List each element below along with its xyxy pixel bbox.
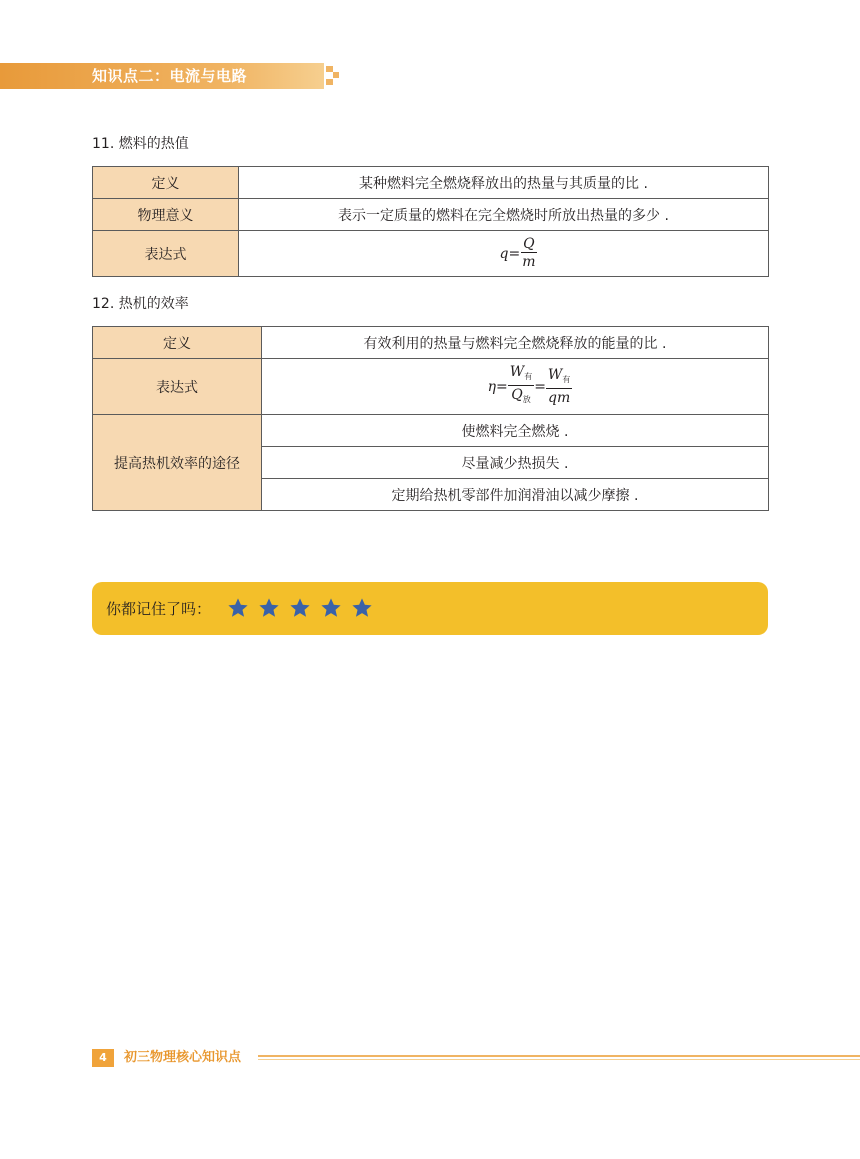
formula-fraction-1 xyxy=(508,364,534,409)
engine-efficiency-table xyxy=(92,326,769,511)
heat-value-formula xyxy=(239,231,769,277)
improvement-way-item: 尽量减少热损失 . xyxy=(262,447,769,479)
formula-lhs: η= xyxy=(487,378,508,395)
table-row xyxy=(93,359,769,415)
denominator-subscript: 放 xyxy=(522,395,531,404)
row-label-expression: 表达式 xyxy=(93,359,262,415)
footer-rule xyxy=(258,1059,860,1060)
improvement-way-item: 使燃料完全燃烧 . xyxy=(262,415,769,447)
star-icon[interactable] xyxy=(289,597,311,619)
formula-fraction-2 xyxy=(546,367,572,407)
row-label-expression: 表达式 xyxy=(93,231,239,277)
formula-fraction xyxy=(520,236,537,271)
review-banner xyxy=(92,582,768,635)
denominator-symbol: Q xyxy=(511,387,523,403)
star-icon[interactable] xyxy=(258,597,280,619)
row-label-improvement-ways: 提高热机效率的途径 xyxy=(93,415,262,511)
section-12-title: 12. 热机的效率 xyxy=(92,296,189,312)
formula-equals: = xyxy=(534,378,546,395)
row-content-physical-meaning: 表示一定质量的燃料在完全燃烧时所放出热量的多少 . xyxy=(239,199,769,231)
numerator-subscript: 有 xyxy=(524,372,533,381)
numerator-subscript: 有 xyxy=(562,374,571,384)
table-row xyxy=(93,199,769,231)
footer-rule xyxy=(258,1055,860,1057)
efficiency-formula xyxy=(262,359,769,415)
header-decoration xyxy=(333,72,339,78)
table-row xyxy=(93,231,769,277)
improvement-way-item: 定期给热机零部件加润滑油以减少摩擦 . xyxy=(262,479,769,511)
review-banner-text: 你都记住了吗： xyxy=(106,600,212,618)
numerator-symbol: W xyxy=(547,366,563,383)
page-title: 知识点二：电流与电路 xyxy=(92,67,248,85)
row-label-physical-meaning: 物理意义 xyxy=(93,199,239,231)
footer-book-title: 初三物理核心知识点 xyxy=(124,1050,242,1065)
fuel-heat-value-table xyxy=(92,166,769,277)
page-number: 4 xyxy=(92,1049,114,1067)
table-row xyxy=(93,415,769,447)
formula-lhs: q= xyxy=(499,245,521,262)
star-icon[interactable] xyxy=(351,597,373,619)
header-decoration xyxy=(326,66,333,72)
table-row xyxy=(93,167,769,199)
formula-numerator: Q xyxy=(523,236,535,252)
header-decoration xyxy=(326,79,333,85)
row-content-definition: 某种燃料完全燃烧释放出的热量与其质量的比 . xyxy=(239,167,769,199)
denominator-symbol: qm xyxy=(547,389,571,406)
numerator-symbol: W xyxy=(509,364,525,380)
row-content-definition: 有效利用的热量与燃料完全燃烧释放的能量的比 . xyxy=(262,327,769,359)
row-label-definition: 定义 xyxy=(93,167,239,199)
formula-denominator: m xyxy=(522,254,536,270)
rating-stars[interactable] xyxy=(227,597,373,619)
star-icon[interactable] xyxy=(320,597,342,619)
table-row xyxy=(93,327,769,359)
star-icon[interactable] xyxy=(227,597,249,619)
section-11-title: 11. 燃料的热值 xyxy=(92,136,189,152)
row-label-definition: 定义 xyxy=(93,327,262,359)
